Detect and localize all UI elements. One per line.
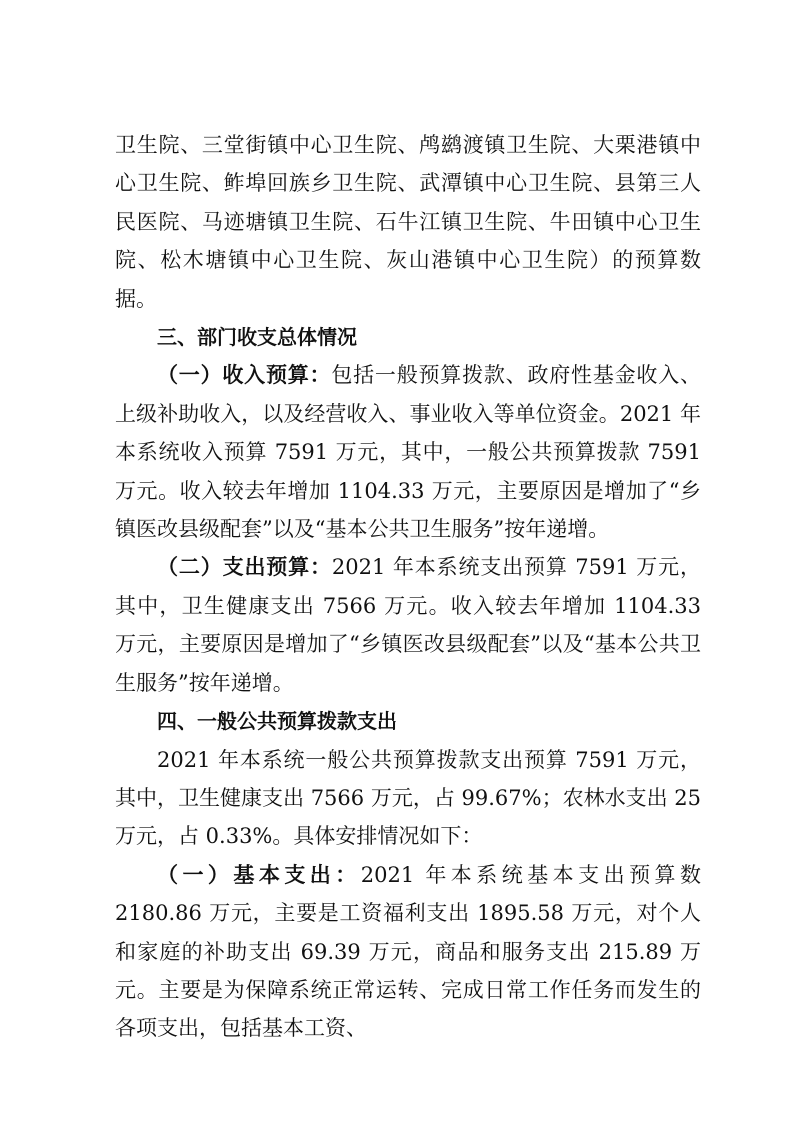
paragraph-general-budget-summary: 2021 年本系统一般公共预算拨款支出预算 7591 万元，其中，卫生健康支出 7566 万元，占 99.67%；农林水支出 25 万元，占 0.33%。具体安排情况如下： [115,747,701,849]
section-heading-income-expense-overview: 三、部门收支总体情况 [157,325,357,350]
basic-expenditure-text: 2021 年本系统基本支出预算数 2180.86 万元，主要是工资福利支出 1895.58 万元，对个人和家庭的补助支出 69.39 万元，商品和服务支出 215.89 万元。主要是为保障系统正常运转、完成日常工作任务而发生的各项支出，包括基本工资、 [115,862,702,1041]
income-budget-text: 包括一般预算拨款、政府性基金收入、上级补助收入，以及经营收入、事业收入等单位资金。2021 年本系统收入预算 7591 万元，其中，一般公共预算拨款 7591 万元。收入较去年增加 1104.33 万元，主要原因是增加了“乡镇医改县级配套”以及“基本公共卫生服务”按年递增。 [115,363,702,542]
paragraph-basic-expenditure [115,856,701,1048]
expense-budget-text: 2021 年本系统支出预算 7591 万元，其中，卫生健康支出 7566 万元。收入较去年增加 1104.33 万元，主要原因是增加了“乡镇医改县级配套”以及“基本公共卫生服务”按年递增。 [115,555,701,695]
section-heading-general-public-budget: 四、一般公共预算拨款支出 [157,709,397,734]
paragraph-hospital-list: 卫生院、三堂街镇中心卫生院、鸬鹚渡镇卫生院、大栗港镇中心卫生院、鲊埠回族乡卫生院、武潭镇中心卫生院、县第三人民医院、马迹塘镇卫生院、石牛江镇卫生院、牛田镇中心卫生院、松木塘镇中心卫生院、灰山港镇中心卫生院）的预算数据。 [115,133,701,311]
paragraph-income-budget [115,356,701,548]
paragraph-expense-budget [115,548,701,702]
document-body [115,126,701,1048]
expense-budget-label: （二）支出预算： [157,555,332,580]
basic-expenditure-label: （一）基本支出： [157,862,361,887]
income-budget-label: （一）收入预算： [157,363,332,388]
